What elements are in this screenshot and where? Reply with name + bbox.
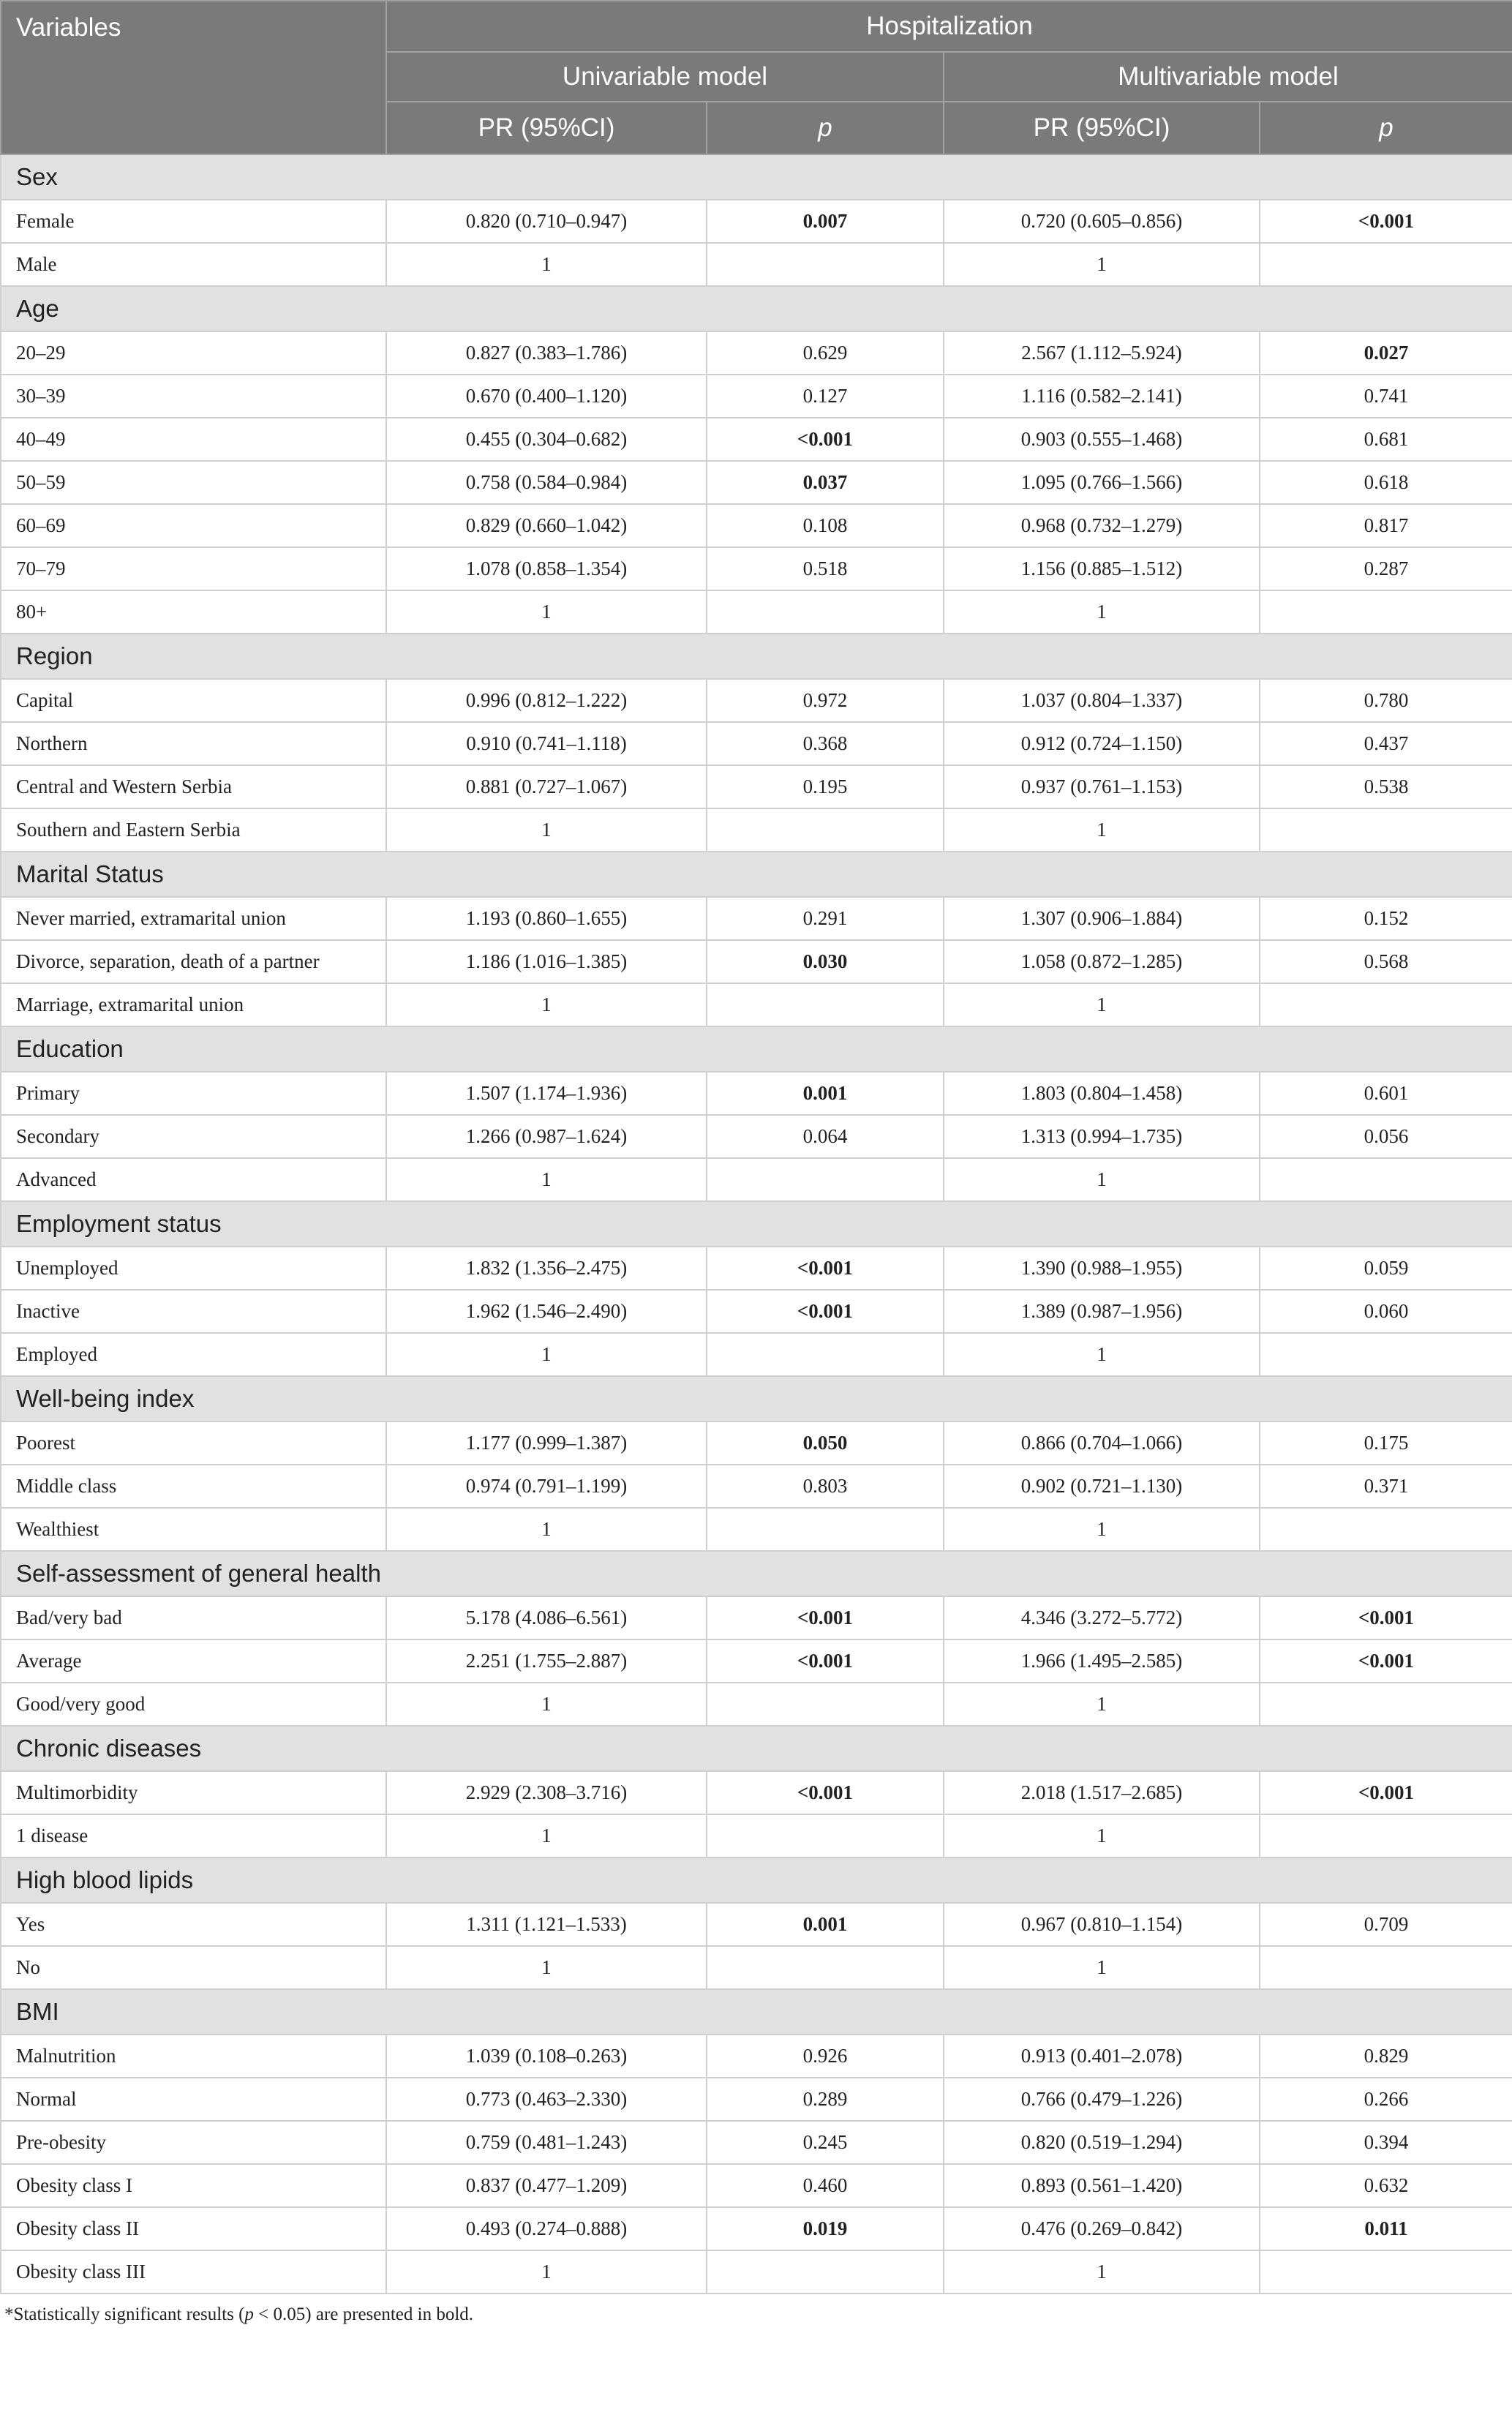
table-row <box>1 765 1512 808</box>
row-label: Malnutrition <box>1 2035 386 2078</box>
univariable-pr-cell: 1 <box>386 1814 707 1857</box>
table-row <box>1 2078 1512 2121</box>
table-row <box>1 808 1512 852</box>
multivariable-pr-cell: 0.476 (0.269–0.842) <box>944 2207 1260 2250</box>
table-row <box>1 243 1512 286</box>
table-header <box>1 1 1512 154</box>
table-row <box>1 1465 1512 1508</box>
section-row <box>1 154 1512 200</box>
table-row <box>1 200 1512 243</box>
univariable-pr-cell: 1.186 (1.016–1.385) <box>386 940 707 983</box>
table-row <box>1 1903 1512 1946</box>
univariable-pr-cell: 5.178 (4.086–6.561) <box>386 1596 707 1639</box>
row-label: Secondary <box>1 1115 386 1158</box>
table-row <box>1 331 1512 375</box>
multivariable-p-cell: 0.266 <box>1260 2078 1512 2121</box>
row-label: 80+ <box>1 590 386 634</box>
univariable-pr-cell: 1 <box>386 2250 707 2294</box>
table-row <box>1 418 1512 461</box>
multivariable-p-cell <box>1260 1683 1512 1726</box>
univariable-p-cell <box>707 1946 944 1989</box>
univariable-p-cell: 0.195 <box>707 765 944 808</box>
multivariable-p-cell <box>1260 1814 1512 1857</box>
table-row <box>1 1596 1512 1639</box>
multivariable-pr-cell: 0.912 (0.724–1.150) <box>944 722 1260 765</box>
row-label: Southern and Eastern Serbia <box>1 808 386 852</box>
section-row <box>1 1989 1512 2035</box>
univariable-p-cell <box>707 1158 944 1201</box>
row-label: Multimorbidity <box>1 1771 386 1814</box>
multivariable-p-cell: <0.001 <box>1260 1771 1512 1814</box>
table-row <box>1 1814 1512 1857</box>
univariable-p-cell: 0.803 <box>707 1465 944 1508</box>
univariable-pr-cell: 0.670 (0.400–1.120) <box>386 375 707 418</box>
univariable-pr-cell: 1 <box>386 1683 707 1726</box>
table-row <box>1 1290 1512 1333</box>
table-row <box>1 2164 1512 2207</box>
univariable-p-cell: 0.050 <box>707 1421 944 1465</box>
univariable-p-cell: 0.001 <box>707 1903 944 1946</box>
table-row <box>1 1072 1512 1115</box>
univariable-pr-cell: 0.829 (0.660–1.042) <box>386 504 707 547</box>
univariable-pr-cell: 1 <box>386 1333 707 1376</box>
multivariable-pr-cell: 0.913 (0.401–2.078) <box>944 2035 1260 2078</box>
section-title: Well-being index <box>1 1376 1512 1421</box>
univariable-p-cell: 0.001 <box>707 1072 944 1115</box>
header-multivariable-model: Multivariable model <box>944 52 1512 102</box>
univariable-p-cell <box>707 1508 944 1551</box>
section-title: Education <box>1 1026 1512 1072</box>
multivariable-pr-cell: 1 <box>944 983 1260 1026</box>
univariable-pr-cell: 1.177 (0.999–1.387) <box>386 1421 707 1465</box>
multivariable-p-cell: 0.618 <box>1260 461 1512 504</box>
univariable-p-cell: <0.001 <box>707 1639 944 1683</box>
univariable-pr-cell: 1.078 (0.858–1.354) <box>386 547 707 590</box>
multivariable-p-cell: 0.829 <box>1260 2035 1512 2078</box>
multivariable-p-cell: <0.001 <box>1260 1639 1512 1683</box>
table-row <box>1 2250 1512 2294</box>
multivariable-p-cell: 0.538 <box>1260 765 1512 808</box>
section-title: Chronic diseases <box>1 1726 1512 1771</box>
univariable-pr-cell: 0.759 (0.481–1.243) <box>386 2121 707 2164</box>
univariable-pr-cell: 1.039 (0.108–0.263) <box>386 2035 707 2078</box>
row-label: Good/very good <box>1 1683 386 1726</box>
table-row <box>1 1421 1512 1465</box>
multivariable-pr-cell: 0.820 (0.519–1.294) <box>944 2121 1260 2164</box>
row-label: 70–79 <box>1 547 386 590</box>
multivariable-pr-cell: 1.095 (0.766–1.566) <box>944 461 1260 504</box>
multivariable-pr-cell: 1 <box>944 1814 1260 1857</box>
header-multivariable-pr: PR (95%CI) <box>944 102 1260 154</box>
multivariable-pr-cell: 1.966 (1.495–2.585) <box>944 1639 1260 1683</box>
multivariable-p-cell <box>1260 983 1512 1026</box>
row-label: Divorce, separation, death of a partner <box>1 940 386 983</box>
multivariable-pr-cell: 4.346 (3.272–5.772) <box>944 1596 1260 1639</box>
table-row <box>1 2121 1512 2164</box>
row-label: 30–39 <box>1 375 386 418</box>
multivariable-pr-cell: 1 <box>944 243 1260 286</box>
univariable-pr-cell: 0.837 (0.477–1.209) <box>386 2164 707 2207</box>
multivariable-pr-cell: 1 <box>944 1333 1260 1376</box>
univariable-p-cell: 0.972 <box>707 679 944 722</box>
multivariable-p-cell: 0.632 <box>1260 2164 1512 2207</box>
footnote <box>0 2294 1512 2325</box>
multivariable-pr-cell: 0.866 (0.704–1.066) <box>944 1421 1260 1465</box>
section-title: Self-assessment of general health <box>1 1551 1512 1596</box>
multivariable-p-cell <box>1260 1333 1512 1376</box>
multivariable-p-cell <box>1260 590 1512 634</box>
univariable-p-cell: 0.007 <box>707 200 944 243</box>
univariable-p-cell: 0.518 <box>707 547 944 590</box>
multivariable-pr-cell: 1 <box>944 1683 1260 1726</box>
table-row <box>1 590 1512 634</box>
row-label: Average <box>1 1639 386 1683</box>
section-title: Employment status <box>1 1201 1512 1247</box>
row-label: 40–49 <box>1 418 386 461</box>
univariable-p-cell <box>707 808 944 852</box>
univariable-p-cell: 0.064 <box>707 1115 944 1158</box>
univariable-p-cell <box>707 2250 944 2294</box>
multivariable-pr-cell: 1 <box>944 2250 1260 2294</box>
multivariable-pr-cell: 1.307 (0.906–1.884) <box>944 897 1260 940</box>
header-multivariable-p: p <box>1260 102 1512 154</box>
header-univariable-pr: PR (95%CI) <box>386 102 707 154</box>
multivariable-p-cell: 0.681 <box>1260 418 1512 461</box>
row-label: Bad/very bad <box>1 1596 386 1639</box>
section-row <box>1 634 1512 679</box>
table-row <box>1 940 1512 983</box>
multivariable-pr-cell: 1.313 (0.994–1.735) <box>944 1115 1260 1158</box>
multivariable-pr-cell: 0.967 (0.810–1.154) <box>944 1903 1260 1946</box>
row-label: Pre-obesity <box>1 2121 386 2164</box>
univariable-p-cell: <0.001 <box>707 1771 944 1814</box>
multivariable-p-cell: 0.817 <box>1260 504 1512 547</box>
footnote-p-symbol: p <box>244 2304 254 2324</box>
multivariable-pr-cell: 0.903 (0.555–1.468) <box>944 418 1260 461</box>
univariable-pr-cell: 2.929 (2.308–3.716) <box>386 1771 707 1814</box>
row-label: 50–59 <box>1 461 386 504</box>
multivariable-pr-cell: 2.018 (1.517–2.685) <box>944 1771 1260 1814</box>
row-label: Employed <box>1 1333 386 1376</box>
table-row <box>1 679 1512 722</box>
univariable-pr-cell: 1.832 (1.356–2.475) <box>386 1247 707 1290</box>
univariable-pr-cell: 1 <box>386 1508 707 1551</box>
multivariable-pr-cell: 1.390 (0.988–1.955) <box>944 1247 1260 1290</box>
section-title: Age <box>1 286 1512 331</box>
footnote-prefix: *Statistically significant results ( <box>4 2304 245 2324</box>
multivariable-p-cell: 0.027 <box>1260 331 1512 375</box>
row-label: 20–29 <box>1 331 386 375</box>
section-title: Marital Status <box>1 852 1512 897</box>
multivariable-pr-cell: 1.058 (0.872–1.285) <box>944 940 1260 983</box>
multivariable-p-cell: 0.152 <box>1260 897 1512 940</box>
univariable-p-cell <box>707 1814 944 1857</box>
row-label: Male <box>1 243 386 286</box>
multivariable-pr-cell: 0.893 (0.561–1.420) <box>944 2164 1260 2207</box>
univariable-p-cell: 0.460 <box>707 2164 944 2207</box>
univariable-pr-cell: 1 <box>386 808 707 852</box>
univariable-pr-cell: 1 <box>386 1946 707 1989</box>
multivariable-p-cell: 0.601 <box>1260 1072 1512 1115</box>
multivariable-p-cell <box>1260 1946 1512 1989</box>
table-row <box>1 1639 1512 1683</box>
multivariable-p-cell: 0.568 <box>1260 940 1512 983</box>
univariable-p-cell: 0.291 <box>707 897 944 940</box>
table-row <box>1 504 1512 547</box>
univariable-pr-cell: 0.881 (0.727–1.067) <box>386 765 707 808</box>
univariable-p-cell: 0.108 <box>707 504 944 547</box>
multivariable-pr-cell: 1.037 (0.804–1.337) <box>944 679 1260 722</box>
univariable-p-cell: 0.037 <box>707 461 944 504</box>
multivariable-p-cell: 0.175 <box>1260 1421 1512 1465</box>
table-row <box>1 1115 1512 1158</box>
table-row <box>1 1946 1512 1989</box>
univariable-pr-cell: 1 <box>386 243 707 286</box>
univariable-pr-cell: 1.266 (0.987–1.624) <box>386 1115 707 1158</box>
multivariable-p-cell: 0.060 <box>1260 1290 1512 1333</box>
univariable-pr-cell: 0.455 (0.304–0.682) <box>386 418 707 461</box>
multivariable-pr-cell: 1 <box>944 590 1260 634</box>
section-title: BMI <box>1 1989 1512 2035</box>
univariable-pr-cell: 2.251 (1.755–2.887) <box>386 1639 707 1683</box>
multivariable-p-cell: 0.059 <box>1260 1247 1512 1290</box>
univariable-pr-cell: 1 <box>386 983 707 1026</box>
row-label: Middle class <box>1 1465 386 1508</box>
row-label: Inactive <box>1 1290 386 1333</box>
multivariable-pr-cell: 0.720 (0.605–0.856) <box>944 200 1260 243</box>
section-row <box>1 1026 1512 1072</box>
multivariable-p-cell <box>1260 808 1512 852</box>
univariable-pr-cell: 0.827 (0.383–1.786) <box>386 331 707 375</box>
row-label: Yes <box>1 1903 386 1946</box>
section-row <box>1 1857 1512 1903</box>
univariable-p-cell: 0.368 <box>707 722 944 765</box>
multivariable-p-cell: 0.011 <box>1260 2207 1512 2250</box>
multivariable-pr-cell: 1 <box>944 1158 1260 1201</box>
univariable-pr-cell: 1.311 (1.121–1.533) <box>386 1903 707 1946</box>
multivariable-p-cell: <0.001 <box>1260 200 1512 243</box>
row-label: 60–69 <box>1 504 386 547</box>
row-label: Unemployed <box>1 1247 386 1290</box>
univariable-p-cell: 0.926 <box>707 2035 944 2078</box>
row-label: Normal <box>1 2078 386 2121</box>
univariable-p-cell: 0.127 <box>707 375 944 418</box>
table-row <box>1 722 1512 765</box>
row-label: Capital <box>1 679 386 722</box>
multivariable-pr-cell: 1 <box>944 808 1260 852</box>
row-label: Northern <box>1 722 386 765</box>
univariable-pr-cell: 1 <box>386 590 707 634</box>
section-title: Region <box>1 634 1512 679</box>
univariable-pr-cell: 0.773 (0.463–2.330) <box>386 2078 707 2121</box>
row-label: 1 disease <box>1 1814 386 1857</box>
multivariable-pr-cell: 2.567 (1.112–5.924) <box>944 331 1260 375</box>
multivariable-pr-cell: 1.116 (0.582–2.141) <box>944 375 1260 418</box>
univariable-pr-cell: 0.758 (0.584–0.984) <box>386 461 707 504</box>
row-label: Advanced <box>1 1158 386 1201</box>
univariable-p-cell <box>707 243 944 286</box>
table-row <box>1 1508 1512 1551</box>
section-row <box>1 286 1512 331</box>
footnote-suffix: < 0.05) are presented in bold. <box>253 2304 474 2324</box>
row-label: No <box>1 1946 386 1989</box>
univariable-p-cell: 0.030 <box>707 940 944 983</box>
table-row <box>1 1771 1512 1814</box>
multivariable-pr-cell: 1 <box>944 1508 1260 1551</box>
section-row <box>1 852 1512 897</box>
row-label: Never married, extramarital union <box>1 897 386 940</box>
section-row <box>1 1376 1512 1421</box>
header-univariable-model: Univariable model <box>386 52 944 102</box>
table-row <box>1 1333 1512 1376</box>
multivariable-p-cell: 0.287 <box>1260 547 1512 590</box>
table-row <box>1 375 1512 418</box>
multivariable-pr-cell: 1.803 (0.804–1.458) <box>944 1072 1260 1115</box>
row-label: Obesity class I <box>1 2164 386 2207</box>
multivariable-p-cell: <0.001 <box>1260 1596 1512 1639</box>
univariable-p-cell: <0.001 <box>707 1596 944 1639</box>
multivariable-pr-cell: 0.902 (0.721–1.130) <box>944 1465 1260 1508</box>
univariable-p-cell <box>707 1333 944 1376</box>
multivariable-p-cell <box>1260 1158 1512 1201</box>
univariable-p-cell: <0.001 <box>707 1290 944 1333</box>
multivariable-p-cell <box>1260 1508 1512 1551</box>
table-row <box>1 547 1512 590</box>
univariable-p-cell: 0.629 <box>707 331 944 375</box>
table-row <box>1 1158 1512 1201</box>
multivariable-p-cell: 0.437 <box>1260 722 1512 765</box>
multivariable-p-cell <box>1260 2250 1512 2294</box>
row-label: Primary <box>1 1072 386 1115</box>
multivariable-pr-cell: 0.937 (0.761–1.153) <box>944 765 1260 808</box>
univariable-p-cell: 0.245 <box>707 2121 944 2164</box>
table-row <box>1 2207 1512 2250</box>
multivariable-pr-cell: 0.968 (0.732–1.279) <box>944 504 1260 547</box>
section-row <box>1 1201 1512 1247</box>
multivariable-p-cell: 0.709 <box>1260 1903 1512 1946</box>
univariable-p-cell <box>707 590 944 634</box>
univariable-p-cell <box>707 1683 944 1726</box>
univariable-p-cell: <0.001 <box>707 1247 944 1290</box>
table-row <box>1 983 1512 1026</box>
univariable-pr-cell: 1.962 (1.546–2.490) <box>386 1290 707 1333</box>
multivariable-pr-cell: 1 <box>944 1946 1260 1989</box>
multivariable-p-cell: 0.371 <box>1260 1465 1512 1508</box>
multivariable-p-cell: 0.056 <box>1260 1115 1512 1158</box>
univariable-pr-cell: 1.507 (1.174–1.936) <box>386 1072 707 1115</box>
multivariable-pr-cell: 0.766 (0.479–1.226) <box>944 2078 1260 2121</box>
multivariable-p-cell: 0.741 <box>1260 375 1512 418</box>
univariable-pr-cell: 1.193 (0.860–1.655) <box>386 897 707 940</box>
row-label: Female <box>1 200 386 243</box>
univariable-pr-cell: 1 <box>386 1158 707 1201</box>
univariable-pr-cell: 0.820 (0.710–0.947) <box>386 200 707 243</box>
univariable-p-cell: 0.289 <box>707 2078 944 2121</box>
table-row <box>1 1683 1512 1726</box>
row-label: Wealthiest <box>1 1508 386 1551</box>
row-label: Marriage, extramarital union <box>1 983 386 1026</box>
section-row <box>1 1726 1512 1771</box>
section-title: Sex <box>1 154 1512 200</box>
univariable-p-cell: 0.019 <box>707 2207 944 2250</box>
table-row <box>1 2035 1512 2078</box>
table-row <box>1 461 1512 504</box>
section-title: High blood lipids <box>1 1857 1512 1903</box>
univariable-p-cell: <0.001 <box>707 418 944 461</box>
row-label: Poorest <box>1 1421 386 1465</box>
univariable-pr-cell: 0.493 (0.274–0.888) <box>386 2207 707 2250</box>
table-row <box>1 897 1512 940</box>
row-label: Central and Western Serbia <box>1 765 386 808</box>
multivariable-pr-cell: 1.156 (0.885–1.512) <box>944 547 1260 590</box>
row-label: Obesity class III <box>1 2250 386 2294</box>
multivariable-p-cell: 0.394 <box>1260 2121 1512 2164</box>
multivariable-pr-cell: 1.389 (0.987–1.956) <box>944 1290 1260 1333</box>
univariable-pr-cell: 0.974 (0.791–1.199) <box>386 1465 707 1508</box>
multivariable-p-cell <box>1260 243 1512 286</box>
table-body <box>1 154 1512 2294</box>
header-univariable-p: p <box>707 102 944 154</box>
section-row <box>1 1551 1512 1596</box>
multivariable-p-cell: 0.780 <box>1260 679 1512 722</box>
header-variables: Variables <box>1 1 386 154</box>
row-label: Obesity class II <box>1 2207 386 2250</box>
univariable-pr-cell: 0.910 (0.741–1.118) <box>386 722 707 765</box>
univariable-pr-cell: 0.996 (0.812–1.222) <box>386 679 707 722</box>
univariable-p-cell <box>707 983 944 1026</box>
table-row <box>1 1247 1512 1290</box>
header-hospitalization: Hospitalization <box>386 1 1512 52</box>
